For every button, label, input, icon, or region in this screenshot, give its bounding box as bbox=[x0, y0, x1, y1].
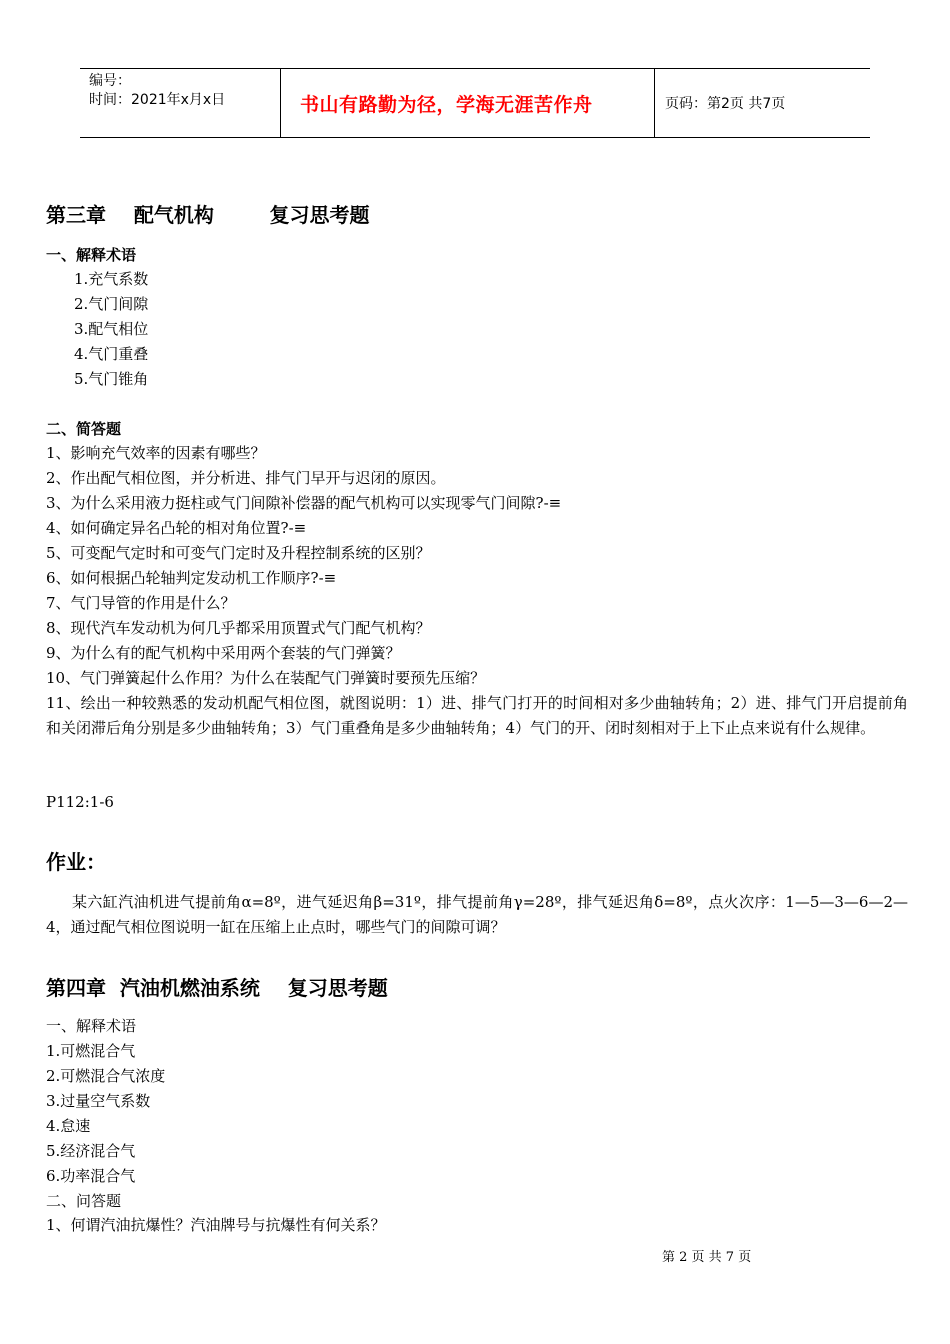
term-item: 1.可燃混合气 bbox=[46, 1042, 136, 1060]
homework-text: 某六缸汽油机进气提前角α=8º，进气延迟角β=31º，排气提前角γ=28º，排气延迟角δ=8º，点火次序：1—5—3—6—2—4，通过配气相位图说明一缸在压缩上止点时，哪些气门的间隙可调？ bbox=[46, 893, 908, 936]
document-header bbox=[80, 68, 870, 138]
page-reference: P112:1-6 bbox=[46, 793, 114, 811]
term-item: 1.充气系数 bbox=[74, 270, 149, 288]
chapter3-title: 第三章 配气机构 复习思考题 bbox=[46, 203, 370, 227]
question-item: 9、为什么有的配气机构中采用两个套装的气门弹簧？ bbox=[46, 644, 401, 662]
question-item: 8、现代汽车发动机为何几乎都采用顶置式气门配气机构？ bbox=[46, 619, 431, 637]
question-item: 7、气门导管的作用是什么？ bbox=[46, 594, 236, 612]
motto: 书山有路勤为径，学海无涯苦作舟 bbox=[281, 69, 655, 137]
question-item: 1、影响充气效率的因素有哪些？ bbox=[46, 444, 266, 462]
question-item: 4、如何确定异名凸轮的相对角位置?-≡ bbox=[46, 519, 307, 537]
term-item: 4.气门重叠 bbox=[74, 345, 149, 363]
chapter3-section1-title: 一、解释术语 bbox=[46, 246, 137, 264]
question-item: 6、如何根据凸轮轴判定发动机工作顺序?-≡ bbox=[46, 569, 337, 587]
question-item: 3、为什么采用液力挺柱或气门间隙补偿器的配气机构可以实现零气门间隙?-≡ bbox=[46, 494, 562, 512]
term-item: 3.配气相位 bbox=[74, 320, 149, 338]
number-label: 编号： bbox=[89, 73, 131, 89]
question-item-11: 11、绘出一种较熟悉的发动机配气相位图，就图说明：1）进、排气门打开的时间相对多少曲轴转角；2）进、排气门开启提前角和关闭滞后角分别是多少曲轴转角；3）气门重叠角是多少曲轴转角；4）气门的开、闭时刻相对于上下止点来说有什么规律。 bbox=[46, 694, 908, 737]
term-item: 6.功率混合气 bbox=[46, 1167, 136, 1185]
homework-title: 作业： bbox=[46, 850, 106, 874]
term-item: 4.怠速 bbox=[46, 1117, 91, 1135]
date-label: 时间：2021年x月x日 bbox=[89, 92, 226, 108]
chapter3-section2-title: 二、简答题 bbox=[46, 420, 122, 438]
term-item: 5.气门锥角 bbox=[74, 370, 149, 388]
chapter4-section2-title: 二、问答题 bbox=[46, 1192, 122, 1210]
question-item: 2、作出配气相位图，并分析进、排气门早开与迟闭的原因。 bbox=[46, 469, 446, 487]
page-info: 页码：第2页 共7页 bbox=[665, 96, 786, 112]
question-item: 1、何谓汽油抗爆性？汽油牌号与抗爆性有何关系？ bbox=[46, 1216, 386, 1234]
term-item: 3.过量空气系数 bbox=[46, 1092, 151, 1110]
term-item: 2.可燃混合气浓度 bbox=[46, 1067, 166, 1085]
term-item: 5.经济混合气 bbox=[46, 1142, 136, 1160]
chapter4-section1-title: 一、解释术语 bbox=[46, 1017, 137, 1035]
page-footer: 第 2 页 共 7 页 bbox=[662, 1250, 752, 1265]
question-item: 10、气门弹簧起什么作用？为什么在装配气门弹簧时要预先压缩？ bbox=[46, 669, 486, 687]
header-meta bbox=[80, 69, 281, 137]
question-item: 5、可变配气定时和可变气门定时及升程控制系统的区别？ bbox=[46, 544, 431, 562]
chapter4-title: 第四章 汽油机燃油系统 复习思考题 bbox=[46, 976, 388, 1000]
term-item: 2.气门间隙 bbox=[74, 295, 149, 313]
